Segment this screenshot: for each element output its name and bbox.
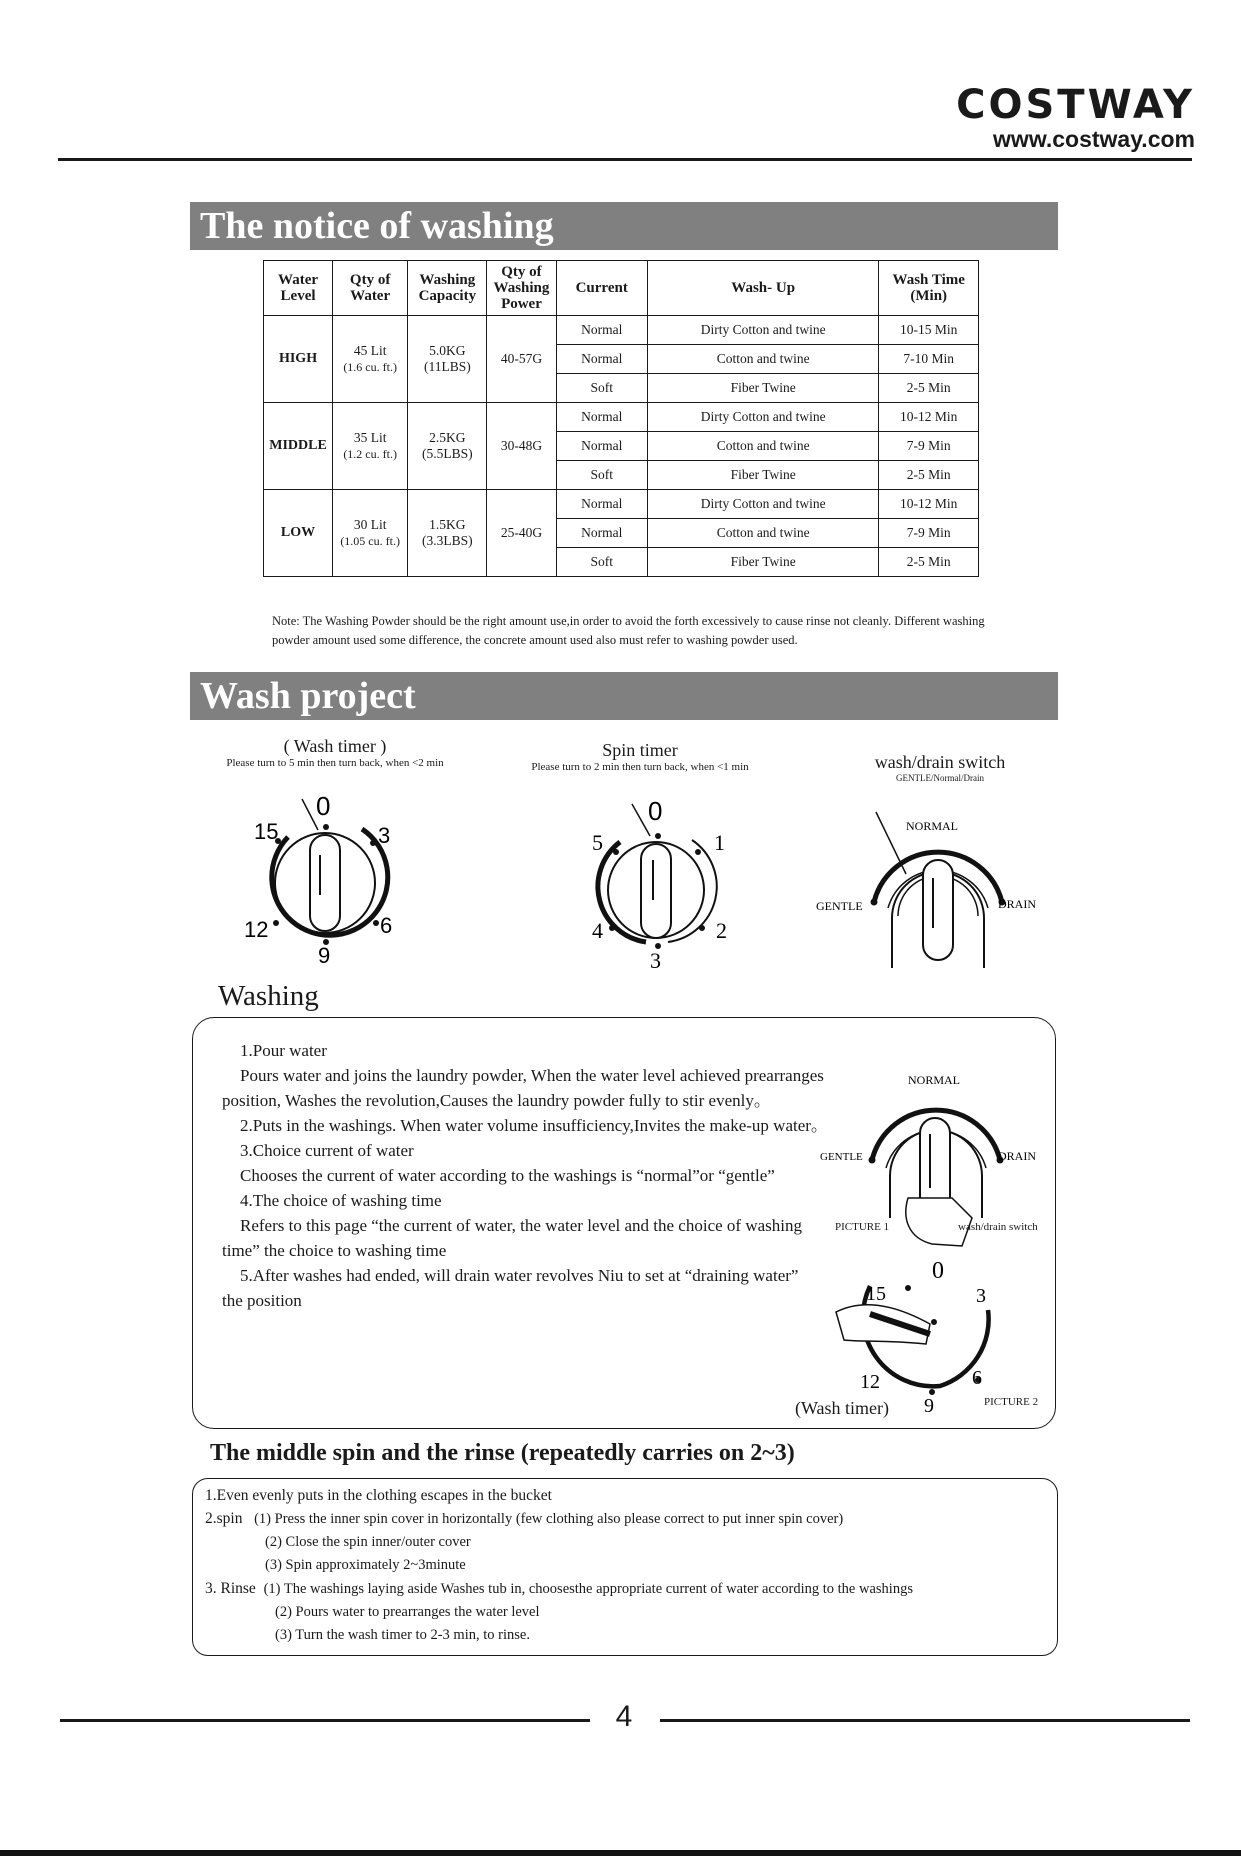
dial-label: 12 (860, 1371, 880, 1393)
time-cell: 10-12 Min (879, 403, 979, 432)
wash-timer-hint: Please turn to 5 min then turn back, when <2 min (226, 757, 444, 769)
step-text: 1.Pour water (240, 1041, 327, 1060)
washup-cell: Cotton and twine (647, 345, 879, 374)
step-text: Refers to this page “the current of water, the water level and the choice of washing time” the choice to washing time (222, 1216, 802, 1260)
rinse-item: (2) Pours water to prearranges the water level (275, 1604, 540, 1620)
water-qty-sub: (1.2 cu. ft.) (343, 447, 397, 461)
water-qty-cell (333, 403, 408, 490)
current-cell: Soft (556, 374, 647, 403)
water-qty-sub: (1.05 cu. ft.) (340, 534, 400, 548)
table-header-row (264, 261, 979, 316)
time-cell: 7-10 Min (879, 345, 979, 374)
picture-1-caption: wash/drain switch (958, 1221, 1038, 1233)
brand-url: www.costway.com (993, 126, 1195, 152)
washup-cell: Fiber Twine (647, 374, 879, 403)
footer-rule-right (660, 1719, 1190, 1722)
section-title-notice: The notice of washing (190, 202, 1058, 250)
step-text: 5.After washes had ended, will drain water revolves Niu to set at “draining water” the position (222, 1266, 799, 1310)
time-cell: 2-5 Min (879, 374, 979, 403)
dial-label: 15 (254, 819, 279, 844)
dial-label: 15 (866, 1283, 886, 1305)
table-row (264, 490, 979, 519)
water-qty-sub: (1.6 cu. ft.) (343, 360, 397, 374)
capacity-cell (408, 316, 487, 403)
rinse-label: 3. Rinse (205, 1580, 256, 1597)
water-level-cell: MIDDLE (264, 403, 333, 490)
spin-timer-header (505, 740, 775, 773)
dial-label: 3 (650, 948, 661, 973)
section-title-wash-project: Wash project (190, 672, 1058, 720)
dial-label: 6 (972, 1367, 982, 1389)
current-cell: Normal (556, 519, 647, 548)
capacity-cell (408, 490, 487, 577)
capacity-sub: (3.3LBS) (422, 533, 473, 548)
step-text: 3.Choice current of water (240, 1141, 414, 1160)
header-rule (58, 158, 1192, 161)
powder-cell: 30-48G (487, 403, 556, 490)
spin-timer-hint: Please turn to 2 min then turn back, when <1 min (531, 761, 749, 773)
picture1-drain-label: DRAIN (998, 1149, 1036, 1163)
step-text: 4.The choice of washing time (240, 1191, 442, 1210)
spin-timer-dial (570, 790, 750, 980)
washup-cell: Cotton and twine (647, 432, 879, 461)
time-cell: 2-5 Min (879, 461, 979, 490)
capacity-cell (408, 403, 487, 490)
bottom-edge-bar (0, 1850, 1241, 1856)
dial-label: 9 (924, 1395, 934, 1417)
switch-normal-label: NORMAL (906, 819, 959, 833)
capacity-sub: (5.5LBS) (422, 446, 473, 461)
table-header: Current (556, 261, 647, 316)
washup-cell: Cotton and twine (647, 519, 879, 548)
picture-2-caption: (Wash timer) (795, 1398, 890, 1418)
table-header: Wash Time (Min) (879, 261, 979, 316)
water-qty: 35 Lit (353, 430, 387, 445)
page-number: 4 (615, 1700, 633, 1733)
dial-label: 0 (648, 796, 663, 826)
time-cell: 7-9 Min (879, 432, 979, 461)
capacity-sub: (11LBS) (423, 359, 471, 374)
dial-label: 3 (976, 1285, 986, 1307)
picture-2-label: PICTURE 2 (984, 1396, 1039, 1408)
powder-cell: 25-40G (487, 490, 556, 577)
brand-logo: COSTWAY (956, 82, 1195, 128)
dial-label: 0 (932, 1258, 944, 1284)
washing-steps (222, 1038, 842, 1313)
washup-cell: Dirty Cotton and twine (647, 403, 879, 432)
table-header: Washing Capacity (408, 261, 487, 316)
dial-label: 1 (714, 830, 725, 855)
capacity: 5.0KG (429, 343, 466, 358)
capacity: 2.5KG (429, 430, 466, 445)
table-header: Wash- Up (647, 261, 879, 316)
spin-label: 2.spin (205, 1510, 243, 1527)
washing-table (263, 260, 979, 577)
rinse-item: (3) Turn the wash timer to 2-3 min, to rinse. (275, 1627, 530, 1643)
dial-label: 2 (716, 918, 727, 943)
spin-timer-title: Spin timer (602, 740, 678, 760)
washup-cell: Fiber Twine (647, 461, 879, 490)
table-header: Qty of Water (333, 261, 408, 316)
wash-timer-dial (240, 785, 420, 975)
current-cell: Normal (556, 490, 647, 519)
time-cell: 10-12 Min (879, 490, 979, 519)
picture1-gentle-label: GENTLE (820, 1151, 863, 1163)
water-qty-cell (333, 316, 408, 403)
switch-drain-label: DRAIN (998, 897, 1036, 911)
current-cell: Normal (556, 345, 647, 374)
wash-timer-header (205, 736, 465, 769)
spin-rinse-content (205, 1484, 1065, 1647)
switch-gentle-label: GENTLE (816, 899, 863, 913)
current-cell: Normal (556, 316, 647, 345)
dial-label: 4 (592, 918, 603, 943)
current-cell: Normal (556, 432, 647, 461)
dial-label: 0 (316, 791, 331, 821)
switch-hint: GENTLE/Normal/Drain (896, 773, 984, 783)
table-row (264, 316, 979, 345)
step-text: Chooses the current of water according to the washings is “normal”or “gentle” (240, 1166, 775, 1185)
water-qty: 30 Lit (353, 517, 387, 532)
dial-label: 12 (244, 917, 269, 942)
picture1-normal-label: NORMAL (908, 1073, 961, 1087)
washing-heading: Washing (218, 980, 319, 1012)
powder-cell: 40-57G (487, 316, 556, 403)
wash-drain-switch (808, 808, 1038, 978)
table-header: Qty of Washing Power (487, 261, 556, 316)
capacity: 1.5KG (429, 517, 466, 532)
table-row (264, 403, 979, 432)
water-level-cell: LOW (264, 490, 333, 577)
rinse-line: 1.Even evenly puts in the clothing escapes in the bucket (205, 1487, 552, 1504)
table-header: Water Level (264, 261, 333, 316)
water-qty-cell (333, 490, 408, 577)
spin-item: (2) Close the spin inner/outer cover (265, 1534, 471, 1550)
dial-label: 3 (378, 823, 391, 848)
current-cell: Normal (556, 403, 647, 432)
current-cell: Soft (556, 461, 647, 490)
dial-label: 5 (592, 830, 603, 855)
time-cell: 10-15 Min (879, 316, 979, 345)
water-level-cell: HIGH (264, 316, 333, 403)
switch-title: wash/drain switch (874, 752, 1006, 772)
dial-label: 6 (380, 913, 393, 938)
spin-item: (1) Press the inner spin cover in horizontally (few clothing also please correct to put inner spin cover) (254, 1511, 844, 1527)
powder-note: Note: The Washing Powder should be the right amount use,in order to avoid the forth excessively to cause rinse not cleanly. Different washing powder amount used some difference, the concrete amount used also must refer to washing powder used. (272, 614, 985, 647)
wash-timer-title: ( Wash timer ) (283, 736, 387, 756)
time-cell: 7-9 Min (879, 519, 979, 548)
spin-item: (3) Spin approximately 2~3minute (265, 1557, 466, 1573)
step-text: Pours water and joins the laundry powder, When the water level achieved prearranges position, Washes the revolution,Causes the laundry powder fully to stir evenly。 (222, 1066, 824, 1110)
time-cell: 2-5 Min (879, 548, 979, 577)
current-cell: Soft (556, 548, 647, 577)
rinse-item: (1) The washings laying aside Washes tub in, choosesthe appropriate current of water according to the washings (263, 1581, 913, 1597)
water-qty: 45 Lit (353, 343, 387, 358)
washup-cell: Dirty Cotton and twine (647, 490, 879, 519)
washup-cell: Fiber Twine (647, 548, 879, 577)
step-text: 2.Puts in the washings. When water volume insufficiency,Invites the make-up water。 (240, 1116, 828, 1135)
brand-block (956, 84, 1195, 152)
switch-header (850, 752, 1030, 783)
section-title-spin-rinse: The middle spin and the rinse (repeatedly carries on 2~3) (210, 1440, 795, 1466)
footer-rule-left (60, 1719, 590, 1722)
dial-label: 9 (318, 943, 331, 968)
picture-1-label: PICTURE 1 (835, 1221, 890, 1233)
washup-cell: Dirty Cotton and twine (647, 316, 879, 345)
